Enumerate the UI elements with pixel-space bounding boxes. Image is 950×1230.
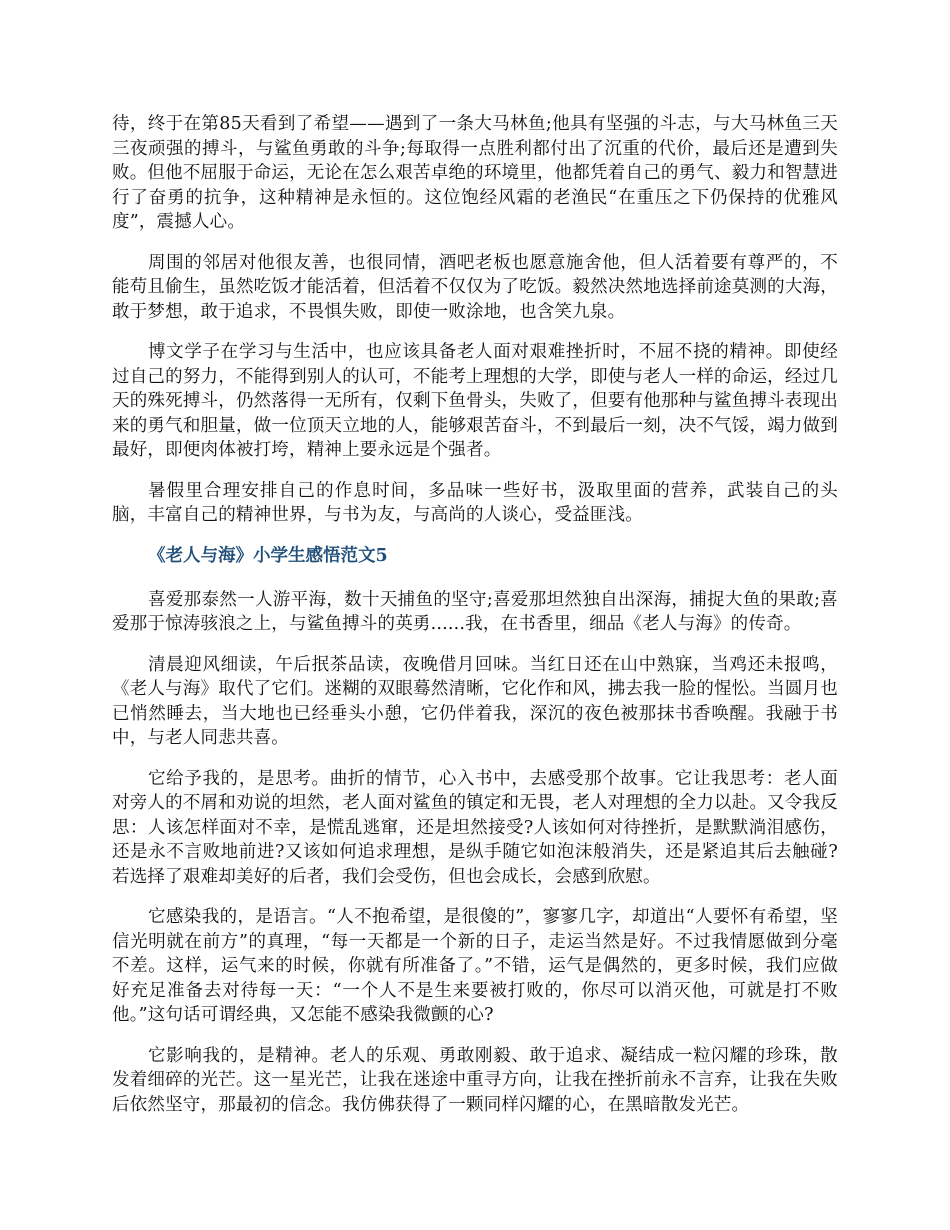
- paragraph-summer-reading: 暑假里合理安排自己的作息时间，多品味一些好书，汲取里面的营养，武装自己的头脑，丰富自己的精神世界，与书为友，与高尚的人谈心，受益匪浅。: [112, 480, 838, 525]
- paragraph-thinking: 它给予我的，是思考。曲折的情节，心入书中，去感受那个故事。它让我思考：老人面对旁人的不屑和劝说的坦然，老人面对鲨鱼的镇定和无畏，老人对理想的全力以赴。又令我反思：人该怎样面对不幸，是慌乱逃窜，还是坦然接受?人该如何对待挫折，是默默淌泪感伤，还是永不言败地前进?又该如何追求理想，是纵手随它如泡沫般消失，还是紧追其后去触碰?若选择了艰难却美好的后者，我们会受伤，但也会成长，会感到欣慰。: [112, 768, 838, 887]
- paragraph-continuation: 待，终于在第85天看到了希望——遇到了一条大马林鱼;他具有坚强的斗志，与大马林鱼三天三夜顽强的搏斗，与鲨鱼勇敢的斗争;每取得一点胜利都付出了沉重的代价，最后还是遭到失败。但他不屈服于命运，无论在怎么艰苦卓绝的环境里，他都凭着自己的勇气、毅力和智慧进行了奋勇的抗争，这种精神是永恒的。这位饱经风霜的老渔民“在重压之下仍保持的优雅风度”，震撼人心。: [112, 114, 838, 232]
- paragraph-spirit: 它影响我的，是精神。老人的乐观、勇敢刚毅、敢于追求、凝结成一粒闪耀的珍珠，散发着细碎的光芒。这一星光芒，让我在迷途中重寻方向，让我在挫折前永不言弃，让我在失败后依然坚守，那最初的信念。我仿佛获得了一颗同样闪耀的心，在黑暗散发光芒。: [112, 1045, 838, 1115]
- paragraph-neighbors: 周围的邻居对他很友善，也很同情，酒吧老板也愿意施舍他，但人活着要有尊严的，不能苟且偷生，虽然吃饭才能活着，但活着不仅仅为了吃饭。毅然决然地选择前途莫测的大海，敢于梦想，敢于追求，不畏惧失败，即使一败涂地，也含笑九泉。: [112, 252, 838, 322]
- document-body: [112, 112, 838, 1133]
- paragraph-language: 它感染我的，是语言。“人不抱希望，是很傻的”，寥寥几字，却道出“人要怀有希望，坚信光明就在前方”的真理，“每一天都是一个新的日子，走运当然是好。不过我情愿做到分毫不差。这样，运气来的时候，你就有所准备了。”不错，运气是偶然的，更多时候，我们应做好充足准备去对待每一天：“一个人不是生来要被打败的，你尽可以消灭他，可就是打不败他。”这句话可谓经典，又怎能不感染我微颤的心?: [112, 907, 838, 1025]
- paragraph-reading-times: 清晨迎风细读，午后抿茶品读，夜晚借月回味。当红日还在山中熟寐，当鸡还未报鸣，《老人与海》取代了它们。迷糊的双眼蓦然清晰，它化作和风，拂去我一脸的惺忪。当圆月也已悄然睡去，当大地也已经垂头小憩，它仍伴着我，深沉的夜色被那抹书香唤醒。我融于书中，与老人同悲共喜。: [112, 654, 838, 748]
- paragraph-intro: 喜爱那泰然一人游平海，数十天捕鱼的坚守;喜爱那坦然独自出深海，捕捉大鱼的果敢;喜爱那于惊涛骇浪之上，与鲨鱼搏斗的英勇......我，在书香里，细品《老人与海》的传奇。: [112, 589, 838, 634]
- paragraph-students-spirit: 博文学子在学习与生活中，也应该具备老人面对艰难挫折时，不屈不挠的精神。即使经过自己的努力，不能得到别人的认可，不能考上理想的大学，即使与老人一样的命运，经过几天的殊死搏斗，仍然落得一无所有，仅剩下鱼骨头，失败了，但要有他那种与鲨鱼搏斗表现出来的勇气和胆量，做一位顶天立地的人，能够艰苦奋斗，不到最后一刻，决不气馁，竭力做到最好，即便肉体被打垮，精神上要永远是个强者。: [112, 342, 838, 460]
- section-heading: 《老人与海》小学生感悟范文5: [148, 545, 388, 566]
